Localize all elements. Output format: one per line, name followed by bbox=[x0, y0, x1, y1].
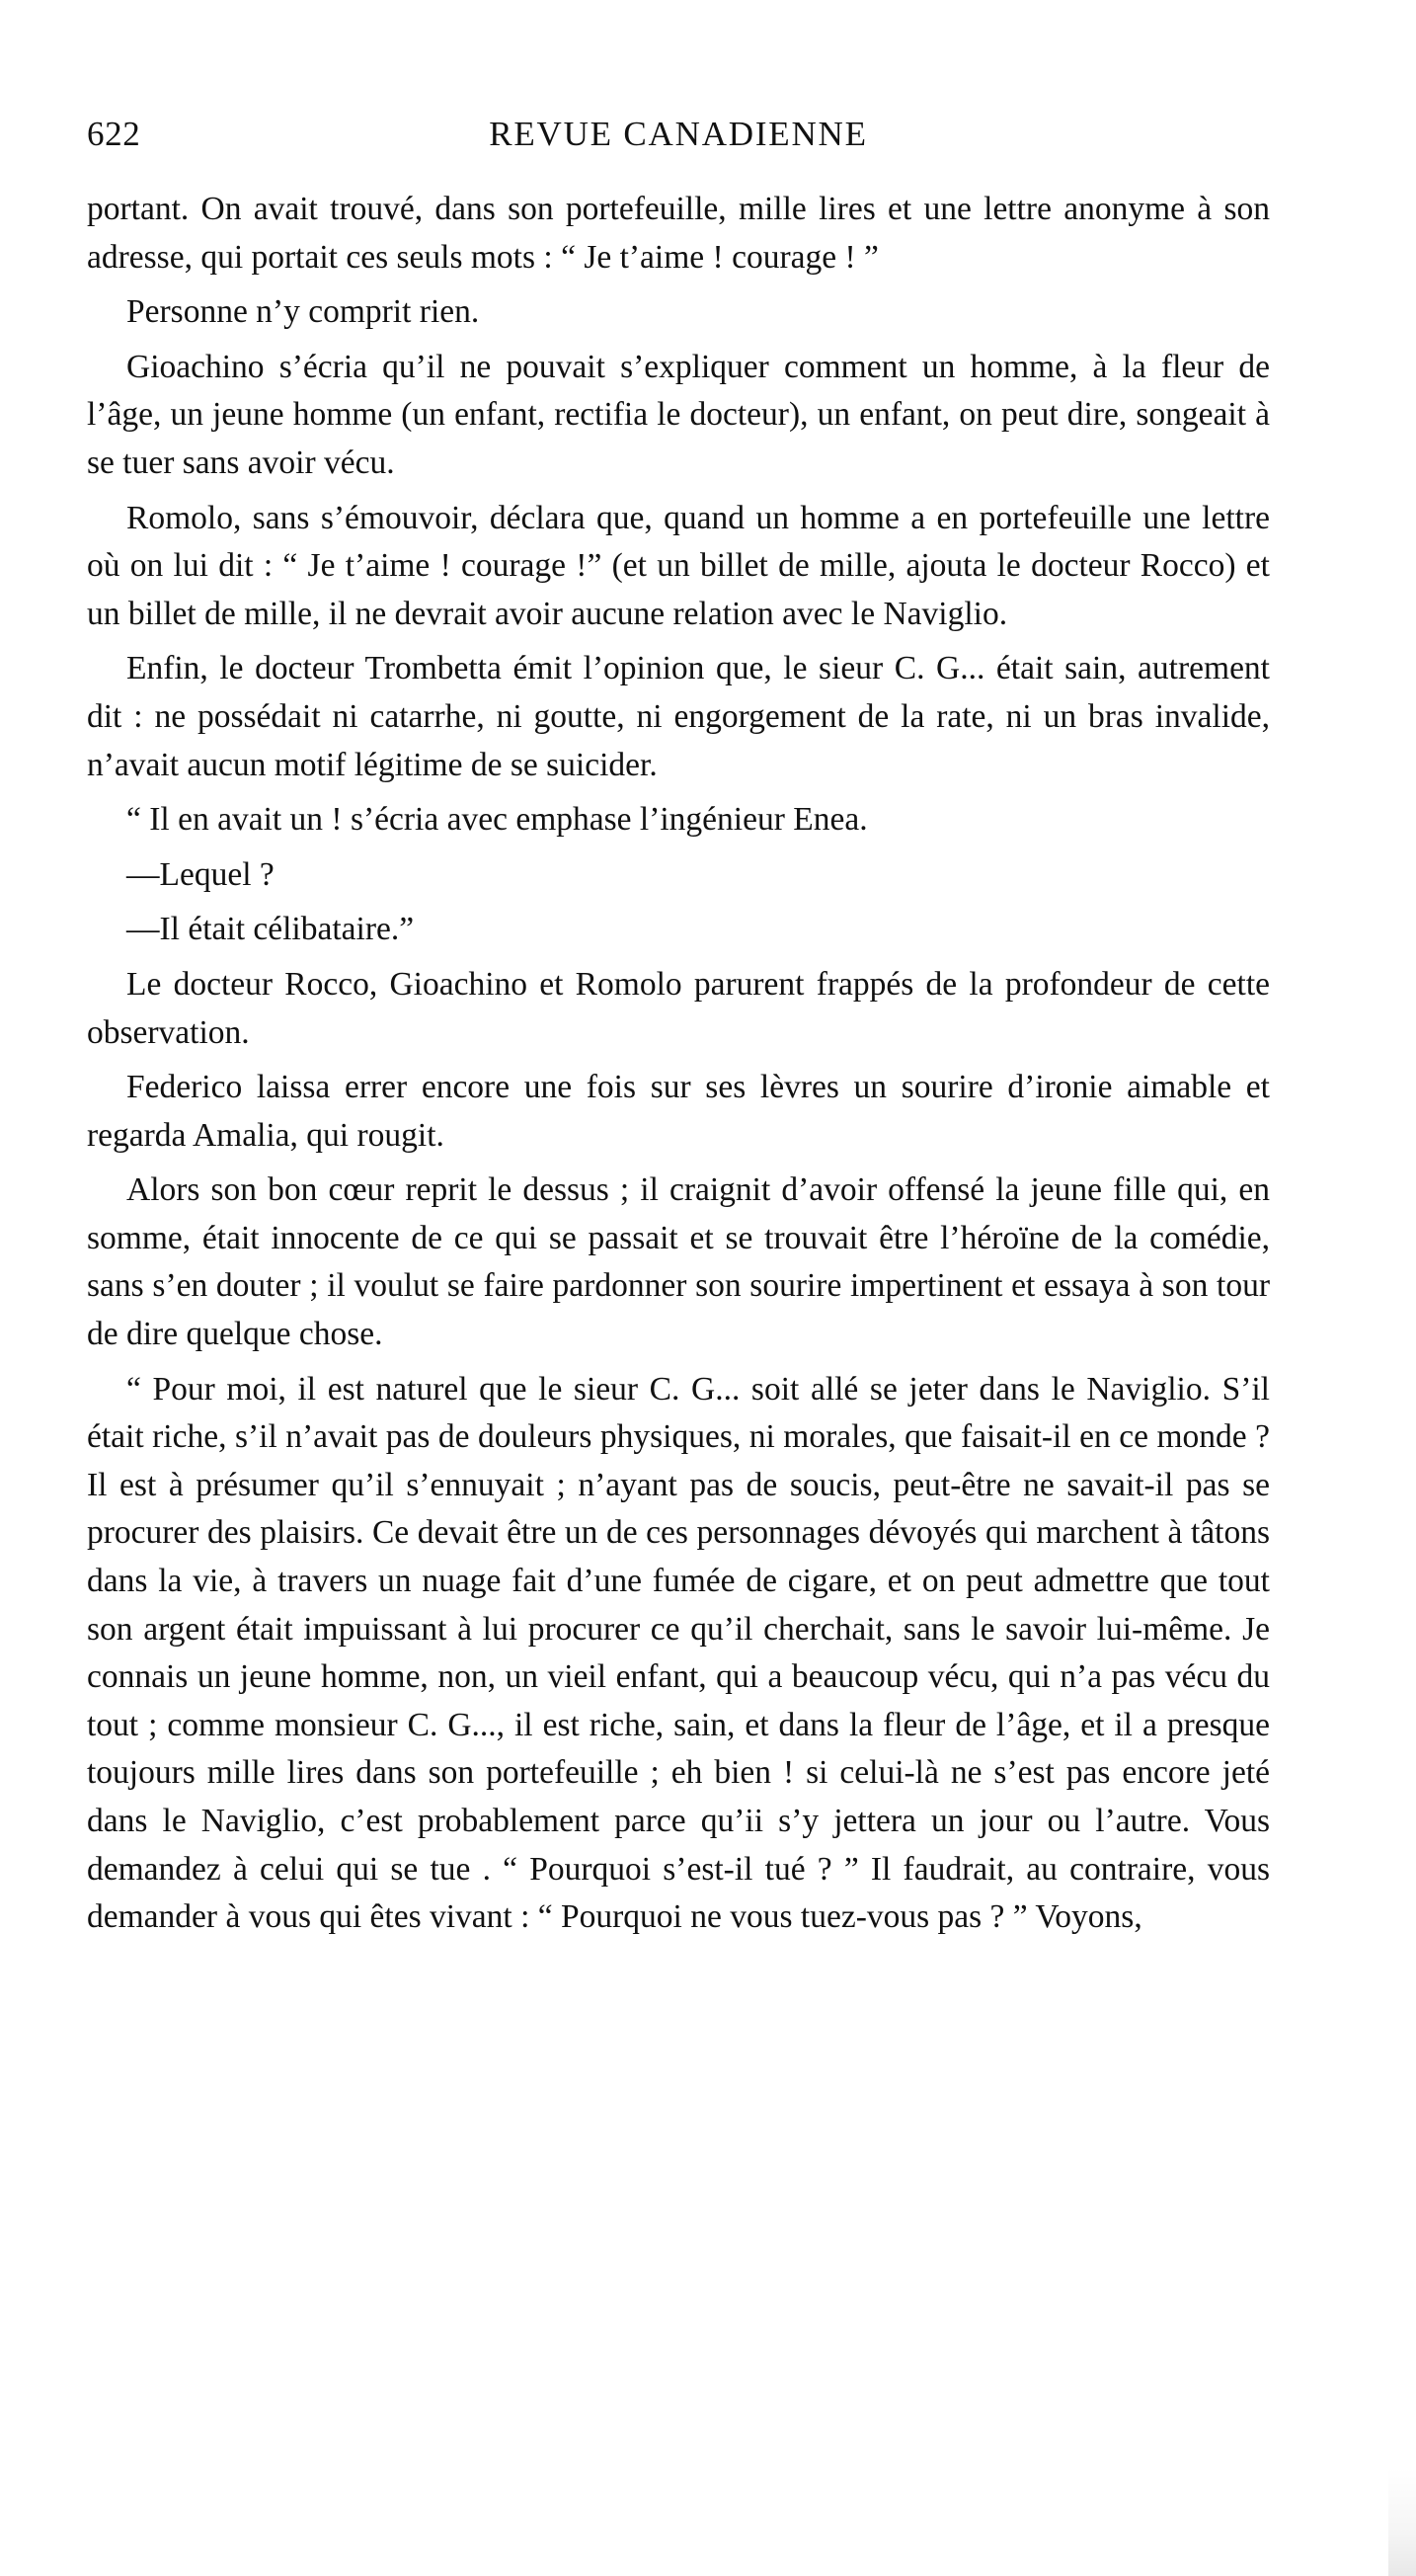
paragraph: Alors son bon cœur reprit le dessus ; il craignit d’avoir offensé la jeune fille qui, en somme, était innocente de ce qui se passait et se trouvait être l’héroïne de la comédie, sans s’en douter ; il voulut se faire pardonner son sourire impertinent et essaya à son tour de dire quelque chose. bbox=[87, 1171, 1270, 1353]
book-page bbox=[87, 105, 1270, 1949]
paragraph: —Lequel ? bbox=[126, 855, 275, 893]
body-text bbox=[87, 186, 1270, 1942]
journal-title: REVUE CANADIENNE bbox=[489, 115, 868, 153]
paragraph: Enfin, le docteur Trombetta émit l’opinion que, le sieur C. G... était sain, autrement dit : ne possédait ni catarrhe, ni goutte, ni engorgement de la rate, ni un bras invalide, n’avait aucun motif légitime de se suicider. bbox=[87, 650, 1270, 783]
running-header bbox=[87, 105, 1270, 164]
paragraph: Gioachino s’écria qu’il ne pouvait s’expliquer comment un homme, à la fleur de l’âge, un jeune homme (un enfant, rectifia le docteur), un enfant, on peut dire, songeait à se tuer sans avoir vécu. bbox=[87, 348, 1270, 481]
page-edge-shadow bbox=[1388, 2467, 1416, 2576]
page-number: 622 bbox=[87, 115, 141, 153]
paragraph: “ Il en avait un ! s’écria avec emphase l’ingénieur Enea. bbox=[126, 801, 868, 839]
paragraph: Romolo, sans s’émouvoir, déclara que, quand un homme a en portefeuille une lettre où on lui dit : “ Je t’aime ! courage !” (et un billet de mille, ajouta le docteur Rocco) et un billet de mille, il ne devrait avoir aucune relation avec le Naviglio. bbox=[87, 499, 1270, 632]
paragraph: portant. On avait trouvé, dans son portefeuille, mille lires et une lettre anonyme à son adresse, qui portait ces seuls mots : “ Je t’aime ! courage ! ” bbox=[87, 191, 1270, 276]
paragraph: Personne n’y comprit rien. bbox=[126, 293, 480, 331]
paragraph: —Il était célibataire.” bbox=[126, 911, 415, 948]
paragraph: “ Pour moi, il est naturel que le sieur C. G... soit allé se jeter dans le Naviglio. S’il était riche, s’il n’avait pas de douleurs physiques, ni morales, que faisait-il en ce monde ? Il est à présumer qu’il s’ennuyait ; n’ayant pas de soucis, peut-être ne savait-il pas se procurer des plaisirs. Ce devait être un de ces personnages dévoyés qui marchent à tâtons dans la vie, à travers un nuage fait d’une fumée de cigare, et on peut admettre que tout son argent était impuissant à lui procurer ce qu’il cherchait, sans le savoir lui-même. Je connais un jeune homme, non, un vieil enfant, qui a beaucoup vécu, qui n’a pas vécu du tout ; comme monsieur C. G..., il est riche, sain, et dans la fleur de l’âge, et il a presque toujours mille lires dans son portefeuille ; eh bien ! si celui-là ne s’est pas encore jeté dans le Naviglio, c’est probablement parce qu’ii s’y jettera un jour ou l’autre. Vous demandez à celui qui se tue . “ Pourquoi s’est-il tué ? ” Il faudrait, au contraire, vous demander à vous qui êtes vivant : “ Pourquoi ne vous tuez-vous pas ? ” Voyons, bbox=[87, 1370, 1270, 1936]
paragraph: Le docteur Rocco, Gioachino et Romolo parurent frappés de la profondeur de cette observation. bbox=[87, 965, 1270, 1051]
paragraph: Federico laissa errer encore une fois sur ses lèvres un sourire d’ironie aimable et regarda Amalia, qui rougit. bbox=[87, 1069, 1270, 1154]
